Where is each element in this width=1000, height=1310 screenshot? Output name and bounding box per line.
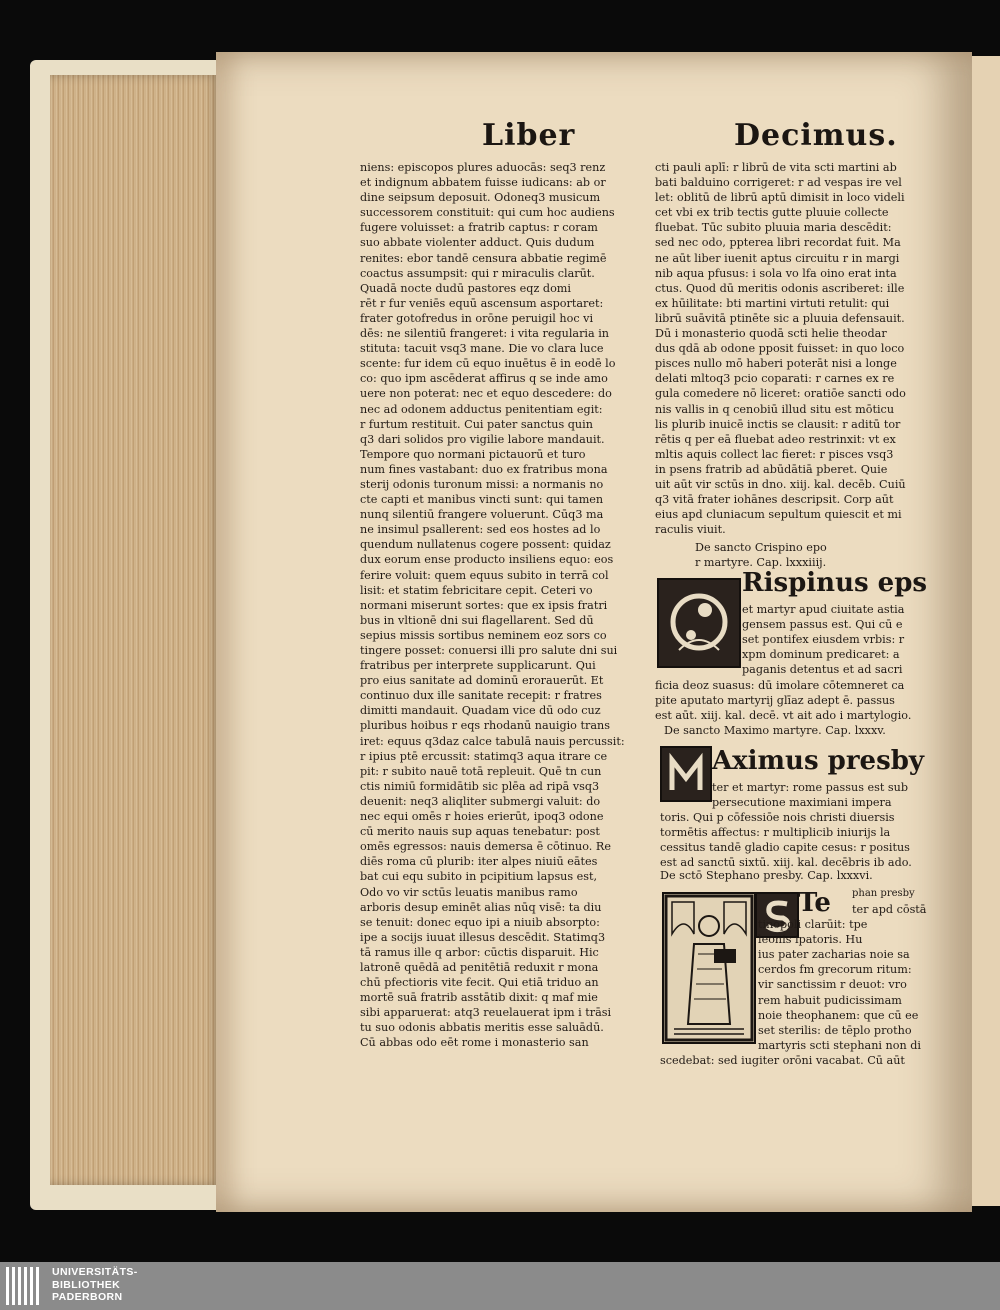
text-line: cū merito nauis sup aquas tenebatur: post bbox=[360, 825, 600, 839]
initial-m-woodcut bbox=[660, 746, 712, 802]
stephanus-title-rest bbox=[852, 886, 915, 901]
text-line: set sterilis: de tēplo protho bbox=[758, 1023, 912, 1037]
text-line: ctus. Quod dū meritis odonis ascriberet: ille bbox=[655, 281, 905, 295]
right-text-column-top bbox=[655, 160, 945, 537]
saint-stephen-woodcut bbox=[662, 892, 756, 1044]
crispinus-line: set pontifex eiusdem vrbis: r bbox=[742, 633, 905, 647]
text-line: dux eorum ense producto insiliens equo: eos bbox=[360, 553, 614, 567]
maximus-heading bbox=[664, 723, 886, 738]
text-line: lisit: et statim febricitare cepit. Ceteri vo bbox=[360, 583, 593, 597]
text-line: Tempore quo normani pictauorū et turo bbox=[360, 447, 586, 461]
stephanus-title-rest-line: phan presby bbox=[852, 888, 915, 899]
text-line: sibi apparuerat: atq3 reuelauerat ipm i trāsi bbox=[360, 1006, 612, 1020]
text-line: deuenit: neq3 aliqliter submergi valuit: do bbox=[360, 794, 601, 808]
text-line: nib aqua pfusus: i sola vo lfa oino erat inta bbox=[655, 266, 897, 280]
crispinus-heading bbox=[695, 540, 827, 570]
crispinus-line: pite aputato martyrij glīaz adept ē. passus bbox=[655, 694, 895, 708]
text-line: Quadā nocte dudū pastores eqz domi bbox=[360, 281, 571, 295]
saint-figure-icon bbox=[664, 894, 754, 1042]
text-line: scedebat: sed iugiter orōni vacabat. Cū aūt bbox=[660, 1053, 905, 1067]
text-line: mortē suā fratrib asstātib dixit: q maf mie bbox=[360, 991, 598, 1005]
text-line: cte capti et manibus vincti sunt: qui tamen bbox=[360, 493, 604, 507]
text-line: fugere voluisset: a fratrib captus: r coram bbox=[360, 221, 598, 235]
text-line: stituta: tacuit vsq3 mane. Die vo clara luce bbox=[360, 342, 604, 356]
text-line: rēt r fur veniēs equū ascensum asportaret: bbox=[360, 296, 604, 310]
text-line: vir sanctissim r deuot: vro bbox=[758, 978, 907, 992]
text-line: tormētis affectus: r multiplicib iniurijs la bbox=[660, 826, 891, 840]
text-line: pisces nullo mō haberi poterāt nisi a longe bbox=[655, 357, 897, 371]
text-line: tingere posset: conuersi illi pro salute dni sui bbox=[360, 644, 618, 657]
text-line: r ipius ptē ercussit: statimq3 aqua itrare ce bbox=[360, 749, 608, 763]
facing-page-edge bbox=[972, 56, 1000, 1206]
stephanus-title: Te bbox=[798, 888, 831, 918]
text-line: dēs: ne silentiū frangeret: i vita regularia in bbox=[360, 327, 609, 341]
crispinus-text-full bbox=[655, 678, 911, 723]
text-line: tu suo odonis abbatis meritis esse saluādū. bbox=[360, 1021, 604, 1035]
initial-c-woodcut bbox=[657, 578, 741, 668]
maximus-title: Aximus presby bbox=[712, 746, 924, 776]
text-line: arboris desup eminēt alias nūq visē: ta diu bbox=[360, 900, 602, 914]
text-line: nunq silentiū frangere voluerunt. Cūq3 ma bbox=[360, 508, 604, 522]
text-line: iret: equus q3daz calce tabulā nauis percussit: bbox=[360, 734, 625, 748]
text-line: latronē quēdā ad penitētiā reduxit r mona bbox=[360, 960, 599, 974]
text-line: dimitti mandauit. Quadam vice dū odo cuz bbox=[360, 704, 601, 718]
text-line: suo abbate violenter adduct. Quis dudum bbox=[360, 236, 595, 250]
library-footer-bar bbox=[0, 1262, 1000, 1310]
text-line: ne aūt liber iuenit aptus circuitu r in margi bbox=[655, 251, 900, 265]
text-line: bati balduino corrigeret: r ad vespas ire vel bbox=[655, 176, 902, 190]
text-line: bus in vltionē dni sui flagellarent. Sed dū bbox=[360, 613, 594, 627]
logo-line-3: PADERBORN bbox=[52, 1291, 123, 1303]
text-line: Cū abbas odo eēt rome i monasterio san bbox=[360, 1036, 589, 1050]
text-line: uere non poterat: nec et equo descedere: do bbox=[360, 387, 612, 401]
crispinus-line: gensem passus est. Qui cū e bbox=[742, 618, 903, 632]
text-line: dine seipsum deposuit. Odoneq3 musicum bbox=[360, 191, 601, 205]
text-line: ter apd cōstā bbox=[852, 903, 927, 916]
text-line: let: oblitū de librū aptū dimisit in loco videli bbox=[655, 191, 905, 205]
text-line: nis vallis in q cenobiū illud situ est mōticu bbox=[655, 402, 895, 416]
text-line: chū pfectioris vite fecit. Qui etiā triduo an bbox=[360, 976, 599, 990]
text-line: pluribus hoibus r eqs rhodanū nauigio trans bbox=[360, 719, 610, 733]
text-line: continuo dux ille sanitate recepit: r fratres bbox=[360, 689, 602, 703]
page-edges bbox=[50, 75, 220, 1185]
library-logo-icon bbox=[6, 1267, 42, 1305]
stephanus-heading-line: De sctō Stephano presby. Cap. lxxxvi. bbox=[660, 869, 873, 882]
stephanus-heading bbox=[660, 868, 873, 883]
text-line: nec ad odonem adductus penitentiam egit: bbox=[360, 402, 603, 416]
text-line: successorem constituit: qui cum hoc audiens bbox=[360, 206, 615, 220]
text-line: mltis aquis collect lac fieret: r pisces vsq3 bbox=[655, 447, 894, 461]
text-line: librū suāvitā ptinēte sic a pluuia defensauit. bbox=[655, 311, 905, 325]
text-line: gula comedere nō liceret: oratiōe sancti odo bbox=[655, 387, 906, 401]
text-line: noie theophanem: que cū ee bbox=[758, 1008, 919, 1022]
text-line: ctis nimiū formidātib sic plēa ad ripā vsq3 bbox=[360, 779, 600, 793]
text-line: normani miserunt sortes: que ex ipsis fratri bbox=[360, 598, 608, 612]
text-line: q3 dari solidos pro vigilie labore mandauit. bbox=[360, 432, 605, 446]
crispinus-heading-line-1: De sancto Crispino epo bbox=[695, 541, 827, 554]
text-line: niens: episcopos plures aduocās: seq3 renz bbox=[360, 161, 606, 174]
text-line: tā ramus ille q arbor: cūctis disparuit. Hic bbox=[360, 945, 599, 959]
text-line: leonis ipatoris. Hu bbox=[758, 933, 863, 947]
text-line: frater gotofredus in orōne peruigil hoc vi bbox=[360, 311, 594, 325]
logo-line-2: BIBLIOTHEK bbox=[52, 1278, 121, 1291]
text-line: sterij odonis turonum missi: a normanis no bbox=[360, 477, 604, 491]
text-line: ius pater zacharias noie sa bbox=[758, 948, 910, 962]
text-line: r furtum restituit. Cui pater sanctus quin bbox=[360, 417, 593, 431]
text-line: renites: ebor tandē censura abbatie regimē bbox=[360, 251, 607, 265]
text-line: cerdos fm grecorum ritum: bbox=[758, 963, 912, 977]
text-line: omēs egressos: nauis demersa ē cōtinuo. Re bbox=[360, 840, 611, 854]
running-head-left: Liber bbox=[482, 118, 576, 153]
library-logo-text bbox=[52, 1266, 138, 1304]
maximus-text bbox=[660, 780, 912, 871]
crispinus-line: et martyr apud ciuitate astia bbox=[742, 603, 905, 616]
text-line: ipe a socijs iuuat illesus descēdit. Statimq3 bbox=[360, 930, 606, 944]
floral-ornament-icon bbox=[659, 580, 739, 666]
crispinus-line: paganis detentus et ad sacri bbox=[742, 663, 903, 677]
stephanus-text bbox=[660, 902, 927, 1068]
text-line: rētis q per eā fluebat adeo restrinxit: vt ex bbox=[655, 432, 896, 446]
letter-m-ornament-icon bbox=[662, 748, 710, 800]
text-line: sepius missis sortibus neminem eoz sors co bbox=[360, 628, 607, 642]
text-line: et indignum abbatem fuisse iudicans: ab or bbox=[360, 176, 606, 190]
text-line: quendum nullatenus cogere possent: quidaz bbox=[360, 538, 611, 552]
text-line: raculis viuit. bbox=[655, 523, 726, 537]
text-line: lis plurib inuicē inctis se clausit: r aditū tor bbox=[655, 417, 901, 431]
text-line: fluebat. Tūc subito pluuia maria descēdit: bbox=[655, 221, 892, 235]
crispinus-line: xpm dominum predicaret: a bbox=[742, 648, 900, 662]
text-line: ex hūilitate: bti martini virtuti retulit: qui bbox=[655, 296, 890, 310]
text-line: martyris scti stephani non di bbox=[758, 1038, 921, 1052]
text-line: pit: r subito nauē totā repleuit. Quē tn cun bbox=[360, 764, 602, 778]
text-line: nec equi omēs r hoies erierūt, ipoq3 odone bbox=[360, 810, 604, 824]
crispinus-title: Rispinus eps bbox=[742, 568, 928, 598]
text-line: toris. Qui p cōfessiōe nois christi diuersis bbox=[660, 811, 895, 825]
text-line: cet vbi ex trib tectis gutte pluuie collecte bbox=[655, 206, 889, 220]
logo-line-1: UNIVERSITÄTS- bbox=[52, 1266, 138, 1278]
text-line: rem habuit pudicissimam bbox=[758, 993, 902, 1007]
text-line: co: quo ipm ascēderat affirus q se inde amo bbox=[360, 372, 608, 386]
crispinus-line: est aūt. xiij. kal. decē. vt ait ado i martylogio. bbox=[655, 709, 912, 723]
text-line: sed nec odo, ppterea libri recordat fuit. Ma bbox=[655, 236, 901, 250]
text-line: scente: fur idem cū equo inuētus ē in eodē lo bbox=[360, 357, 616, 371]
crispinus-text-indented bbox=[742, 602, 904, 677]
crispinus-heading-line-2: r martyre. Cap. lxxxiiij. bbox=[695, 556, 827, 570]
text-line: tinopoli clarūit: tpe bbox=[758, 918, 868, 932]
text-line: ne insimul psallerent: sed eos hostes ad lo bbox=[360, 523, 601, 537]
text-line: fratribus per interprete supplicarunt. Qui bbox=[360, 659, 596, 673]
text-line: cti pauli aplī: r librū de vita scti martini ab bbox=[655, 161, 897, 174]
crispinus-line: ficia deoz suasus: dū imolare cōtemneret ca bbox=[655, 679, 905, 692]
text-line: uit aūt vir sctūs in dno. xiij. kal. decēb. Cuiū bbox=[655, 477, 906, 491]
maximus-heading-line: De sancto Maximo martyre. Cap. lxxxv. bbox=[664, 724, 886, 737]
text-line: q3 vitā frater iohānes descripsit. Corp aūt bbox=[655, 493, 894, 507]
text-line: diēs roma cū plurib: iter alpes niuiū eātes bbox=[360, 855, 598, 869]
text-line: ter et martyr: rome passus est sub bbox=[712, 781, 909, 794]
text-line: ferire voluit: quem equus subito in terrā col bbox=[360, 568, 609, 582]
text-line: se tenuit: donec equo ipi a niuib absorpto: bbox=[360, 915, 600, 929]
text-line: cessitus tandē gladio capite cesus: r positus bbox=[660, 841, 910, 855]
text-line: pro eius sanitate ad dominū erorauerūt. Et bbox=[360, 674, 604, 688]
text-line: delati mltoq3 pcio coparati: r carnes ex re bbox=[655, 372, 895, 386]
running-head-right: Decimus. bbox=[734, 118, 898, 153]
text-line: eius apd cluniacum sepultum quiescit et mi bbox=[655, 508, 902, 522]
left-text-column bbox=[360, 160, 650, 1051]
text-line: in psens fratrib ad abūdātiā pberet. Quie bbox=[655, 462, 888, 476]
text-line: est ad sanctū sixtū. xiij. kal. decēbris ib ado. bbox=[660, 856, 912, 870]
text-line: persecutione maximiani impera bbox=[712, 796, 892, 810]
text-line: bat cui equ subito in pcipitium lapsus est, bbox=[360, 870, 598, 884]
text-line: dus qdā ab odone pposit fuisset: in quo loco bbox=[655, 342, 905, 356]
text-line: num fines vastabant: duo ex fratribus mona bbox=[360, 462, 608, 476]
text-line: Dū i monasterio quodā scti helie theodar bbox=[655, 327, 887, 341]
text-line: coactus assumpsit: qui r miraculis clarūt. bbox=[360, 266, 595, 280]
text-line: Odo vo vir sctūs leuatis manibus ramo bbox=[360, 885, 578, 899]
